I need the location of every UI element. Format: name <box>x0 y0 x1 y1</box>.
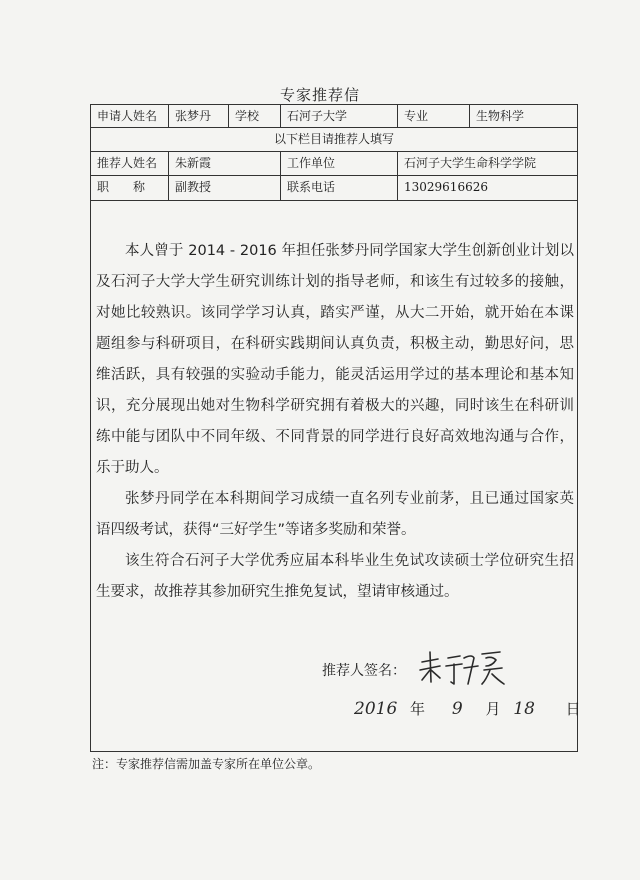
signature-date <box>354 698 581 719</box>
handwritten-signature <box>416 644 506 690</box>
job-title-value: 副教授 <box>169 176 281 200</box>
recommender-row <box>91 152 577 176</box>
footnote: 注：专家推荐信需加盖专家所在单位公章。 <box>92 757 321 771</box>
page-title: 专家推荐信 <box>279 86 360 104</box>
title-phone-row <box>91 176 577 201</box>
phone-value: 13029616626 <box>404 180 488 194</box>
phone-label: 联系电话 <box>281 176 398 200</box>
letter-paragraph-2: 张梦丹同学在本科期间学习成绩一直名列专业前茅，且已通过国家英语四级考试，获得“三好学生”等诸多奖励和荣誉。 <box>96 491 574 538</box>
work-unit-value: 石河子大学生命科学学院 <box>404 156 537 170</box>
letter-paragraph-3: 该生符合石河子大学优秀应届本科毕业生免试攻读硕士学位研究生招生要求，故推荐其参加研究生推免复试，望请审核通过。 <box>96 553 574 600</box>
date-year: 2016 <box>354 699 398 719</box>
letter-body <box>96 236 574 608</box>
recommender-section-header: 以下栏目请推荐人填写 <box>273 132 394 146</box>
job-title-label: 职 称 <box>91 176 169 200</box>
school-label: 学校 <box>229 105 281 127</box>
letter-paragraph-1: 本人曾于 2014 - 2016 年担任张梦丹同学国家大学生创新创业计划以及石河子大学大学生研究训练计划的指导老师，和该生有过较多的接触，对她比较熟识。该同学学习认真，踏实严谨，从大二开始，就开始在本课题组参与科研项目，在科研实践期间认真负责，积极主动，勤思好问，思维活跃，具有较强的实验动手能力，能灵活运用学过的基本理论和基本知识，充分展现出她对生物科学研究拥有着极大的兴趣，同时该生在科研训练中能与团队中不同年级、不同背景的同学进行良好高效地沟通与合作，乐于助人。 <box>96 243 574 476</box>
year-label: 年 <box>410 700 426 718</box>
recommender-name-value: 朱新霞 <box>169 152 281 175</box>
applicant-name-value: 张梦丹 <box>169 105 229 127</box>
recommender-name-label: 推荐人姓名 <box>91 152 169 175</box>
month-label: 月 <box>485 700 501 718</box>
applicant-row <box>91 105 577 128</box>
day-label: 日 <box>565 700 581 718</box>
date-day: 18 <box>513 699 535 719</box>
applicant-name-label: 申请人姓名 <box>91 105 169 127</box>
recommender-section-row <box>91 128 577 152</box>
major-label: 专业 <box>398 105 470 127</box>
work-unit-label: 工作单位 <box>281 152 398 175</box>
signature-label: 推荐人签名： <box>322 663 406 679</box>
major-value: 生物科学 <box>476 109 525 123</box>
date-month: 9 <box>451 699 463 719</box>
school-value: 石河子大学 <box>281 105 398 127</box>
